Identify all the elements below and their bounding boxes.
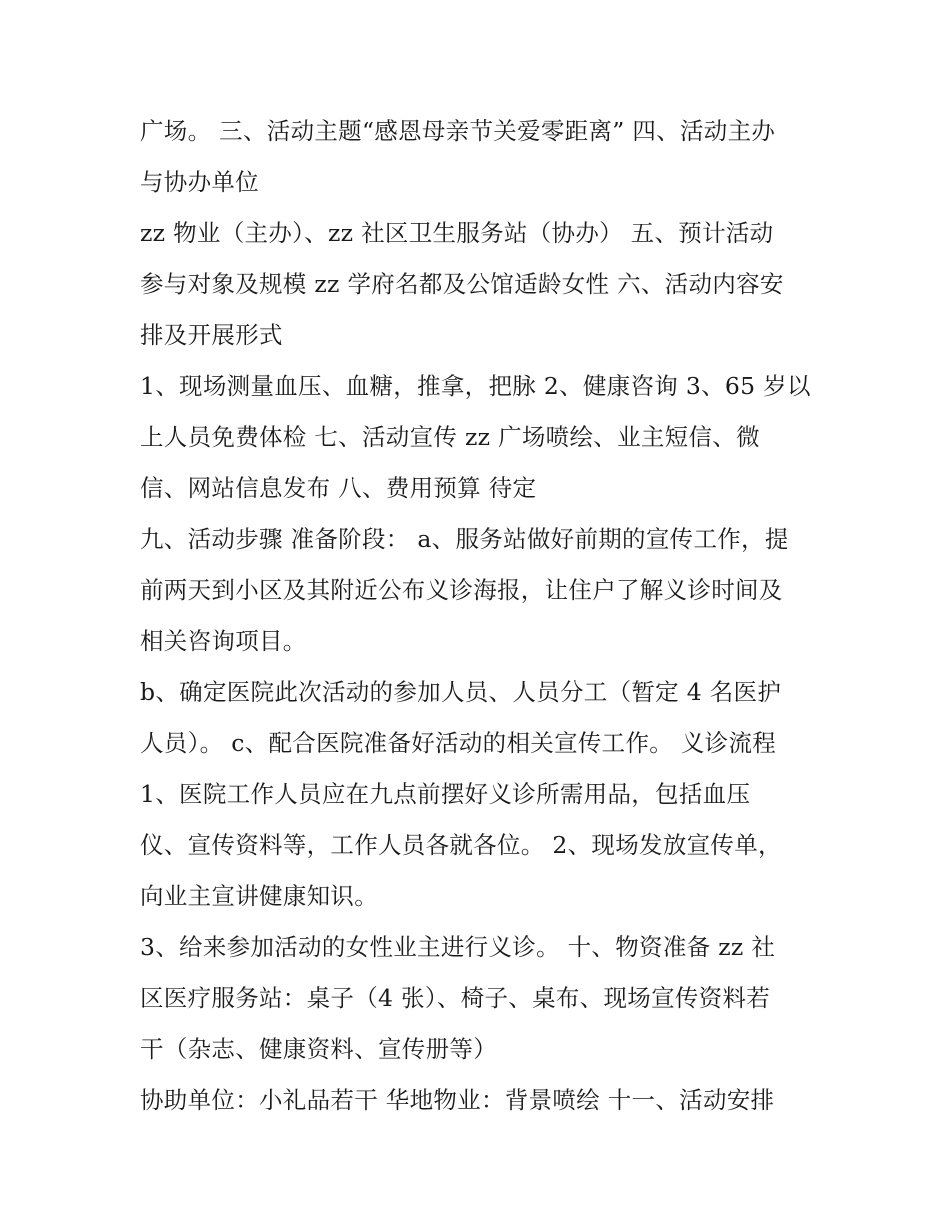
document-page [140, 106, 820, 1126]
text-line: 参与对象及规模 zz 学府名都及公馆适龄女性 六、活动内容安 [140, 270, 784, 298]
text-line: 九、活动步骤 准备阶段： a、服务站做好前期的宣传工作，提 [140, 525, 789, 553]
text-line: 1、现场测量血压、血糖，推拿，把脉 2、健康咨询 3、65 岁以 [140, 372, 811, 400]
text-line: 广场。 三、活动主题“感恩母亲节关爱零距离” 四、活动主办 [140, 117, 776, 145]
text-line: b、确定医院此次活动的参加人员、人员分工（暂定 4 名医护 [140, 678, 782, 706]
text-line: 仪、宣传资料等，工作人员各就各位。 2、现场发放宣传单， [140, 831, 782, 859]
text-line: 信、网站信息发布 八、费用预算 待定 [140, 474, 537, 502]
text-line: 1、医院工作人员应在九点前摆好义诊所需用品，包括血压 [140, 780, 751, 808]
text-line: 协助单位：小礼品若干 华地物业：背景喷绘 十一、活动安排 [140, 1086, 775, 1114]
text-line: 干（杂志、健康资料、宣传册等） [140, 1035, 497, 1063]
text-line: 区医疗服务站：桌子（4 张）、椅子、桌布、现场宣传资料若 [140, 984, 771, 1012]
text-line: 与协办单位 [140, 168, 259, 196]
text-line: 上人员免费体检 七、活动宣传 zz 广场喷绘、业主短信、微 [140, 423, 760, 451]
text-line: 相关咨询项目。 [140, 627, 307, 655]
text-line: 排及开展形式 [140, 321, 283, 349]
text-line: 人员）。 c、配合医院准备好活动的相关宣传工作。 义诊流程 [140, 729, 777, 757]
text-line: 向业主宣讲健康知识。 [140, 882, 378, 910]
text-line: 3、给来参加活动的女性业主进行义诊。 十、物资准备 zz 社 [140, 933, 776, 961]
text-line: zz 物业（主办）、zz 社区卫生服务站（协办） 五、预计活动 [140, 219, 774, 247]
text-line: 前两天到小区及其附近公布义诊海报，让住户了解义诊时间及 [140, 576, 783, 604]
